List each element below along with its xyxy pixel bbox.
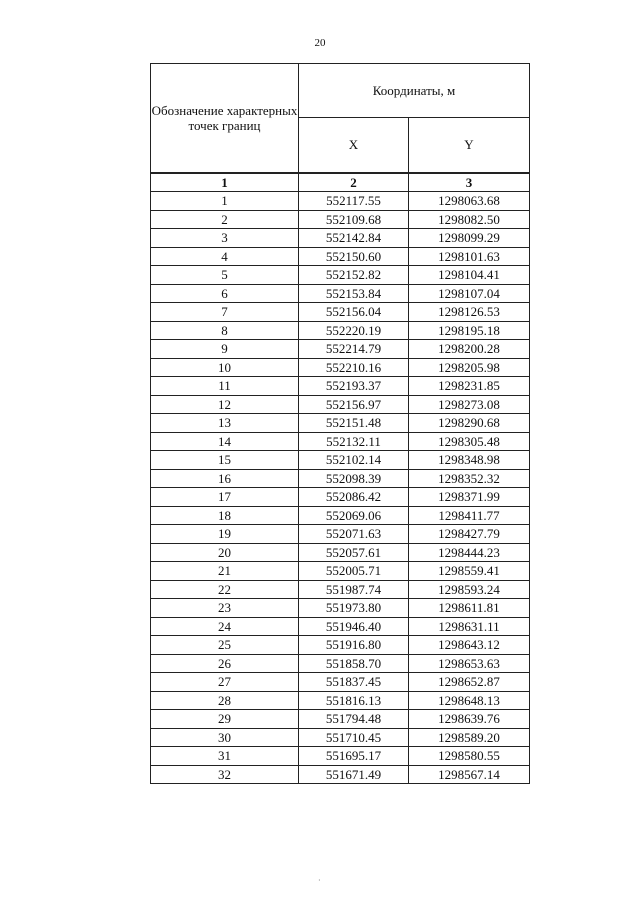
x-coordinate-cell: 552117.55 [299,192,409,211]
y-coordinate-cell: 1298107.04 [409,284,530,303]
point-number-cell: 15 [151,451,299,470]
y-coordinate-cell: 1298631.11 [409,617,530,636]
table-row [151,599,530,618]
point-number-cell: 6 [151,284,299,303]
table-row [151,303,530,322]
y-coordinate-cell: 1298593.24 [409,580,530,599]
y-coordinate-cell: 1298652.87 [409,673,530,692]
y-coordinate-cell: 1298305.48 [409,432,530,451]
y-coordinate-cell: 1298444.23 [409,543,530,562]
point-number-cell: 30 [151,728,299,747]
table-row [151,395,530,414]
table-row [151,636,530,655]
x-coordinate-cell: 552210.16 [299,358,409,377]
x-coordinate-cell: 551695.17 [299,747,409,766]
y-coordinate-cell: 1298290.68 [409,414,530,433]
x-coordinate-cell: 552132.11 [299,432,409,451]
point-number-cell: 23 [151,599,299,618]
point-number-cell: 11 [151,377,299,396]
y-coordinate-cell: 1298411.77 [409,506,530,525]
column-number: 3 [409,173,530,192]
x-coordinate-cell: 551973.80 [299,599,409,618]
y-coordinate-cell: 1298099.29 [409,229,530,248]
point-number-cell: 17 [151,488,299,507]
table-row [151,414,530,433]
table-row [151,562,530,581]
point-number-cell: 1 [151,192,299,211]
point-number-cell: 20 [151,543,299,562]
y-coordinate-cell: 1298648.13 [409,691,530,710]
column-number-row [151,173,530,192]
y-coordinate-cell: 1298231.85 [409,377,530,396]
x-coordinate-cell: 552156.97 [299,395,409,414]
x-coordinate-cell: 551946.40 [299,617,409,636]
table-row [151,284,530,303]
table-row [151,673,530,692]
column-number: 1 [151,173,299,192]
y-coordinate-cell: 1298567.14 [409,765,530,784]
table-body [151,173,530,784]
scan-speck: · [318,876,321,885]
x-coordinate-cell: 551710.45 [299,728,409,747]
y-coordinate-cell: 1298580.55 [409,747,530,766]
x-coordinate-cell: 552102.14 [299,451,409,470]
coordinates-table [150,63,530,784]
table-row [151,765,530,784]
x-coordinate-cell: 552069.06 [299,506,409,525]
column-number: 2 [299,173,409,192]
table-row [151,321,530,340]
table-row [151,229,530,248]
x-coordinate-cell: 552152.82 [299,266,409,285]
x-coordinate-cell: 552071.63 [299,525,409,544]
page-number: 20 [314,37,326,49]
point-number-cell: 18 [151,506,299,525]
table-row [151,488,530,507]
header-y: Y [409,117,530,173]
y-coordinate-cell: 1298559.41 [409,562,530,581]
point-number-cell: 26 [151,654,299,673]
table-row [151,358,530,377]
point-number-cell: 27 [151,673,299,692]
point-number-cell: 2 [151,210,299,229]
table-row [151,543,530,562]
point-number-cell: 32 [151,765,299,784]
y-coordinate-cell: 1298273.08 [409,395,530,414]
x-coordinate-cell: 552086.42 [299,488,409,507]
y-coordinate-cell: 1298063.68 [409,192,530,211]
table-row [151,266,530,285]
x-coordinate-cell: 552142.84 [299,229,409,248]
point-number-cell: 13 [151,414,299,433]
x-coordinate-cell: 552057.61 [299,543,409,562]
y-coordinate-cell: 1298200.28 [409,340,530,359]
x-coordinate-cell: 552151.48 [299,414,409,433]
point-number-cell: 16 [151,469,299,488]
x-coordinate-cell: 552220.19 [299,321,409,340]
point-number-cell: 4 [151,247,299,266]
y-coordinate-cell: 1298195.18 [409,321,530,340]
y-coordinate-cell: 1298126.53 [409,303,530,322]
point-number-cell: 29 [151,710,299,729]
point-number-cell: 25 [151,636,299,655]
x-coordinate-cell: 552153.84 [299,284,409,303]
y-coordinate-cell: 1298653.63 [409,654,530,673]
point-number-cell: 7 [151,303,299,322]
point-number-cell: 10 [151,358,299,377]
header-coordinates: Координаты, м [299,64,530,118]
table-row [151,654,530,673]
point-number-cell: 21 [151,562,299,581]
point-number-cell: 19 [151,525,299,544]
y-coordinate-cell: 1298639.76 [409,710,530,729]
header-x: X [299,117,409,173]
table-row [151,617,530,636]
x-coordinate-cell: 551916.80 [299,636,409,655]
point-number-cell: 24 [151,617,299,636]
x-coordinate-cell: 552098.39 [299,469,409,488]
y-coordinate-cell: 1298643.12 [409,636,530,655]
x-coordinate-cell: 551816.13 [299,691,409,710]
y-coordinate-cell: 1298589.20 [409,728,530,747]
x-coordinate-cell: 552156.04 [299,303,409,322]
y-coordinate-cell: 1298104.41 [409,266,530,285]
point-number-cell: 5 [151,266,299,285]
y-coordinate-cell: 1298611.81 [409,599,530,618]
point-number-cell: 14 [151,432,299,451]
table-row [151,432,530,451]
header-point-designation: Обозначение характерных точек границ [151,64,299,174]
x-coordinate-cell: 551987.74 [299,580,409,599]
point-number-cell: 12 [151,395,299,414]
y-coordinate-cell: 1298427.79 [409,525,530,544]
x-coordinate-cell: 551671.49 [299,765,409,784]
point-number-cell: 28 [151,691,299,710]
table-row [151,728,530,747]
table-row [151,469,530,488]
x-coordinate-cell: 552214.79 [299,340,409,359]
table-row [151,580,530,599]
table-row [151,525,530,544]
x-coordinate-cell: 551837.45 [299,673,409,692]
y-coordinate-cell: 1298101.63 [409,247,530,266]
x-coordinate-cell: 552193.37 [299,377,409,396]
point-number-cell: 9 [151,340,299,359]
point-number-cell: 31 [151,747,299,766]
table-row [151,340,530,359]
table-row [151,210,530,229]
y-coordinate-cell: 1298082.50 [409,210,530,229]
y-coordinate-cell: 1298348.98 [409,451,530,470]
y-coordinate-cell: 1298352.32 [409,469,530,488]
x-coordinate-cell: 552109.68 [299,210,409,229]
y-coordinate-cell: 1298205.98 [409,358,530,377]
point-number-cell: 8 [151,321,299,340]
table-row [151,451,530,470]
table-row [151,691,530,710]
table-row [151,710,530,729]
point-number-cell: 22 [151,580,299,599]
table-row [151,747,530,766]
x-coordinate-cell: 551794.48 [299,710,409,729]
point-number-cell: 3 [151,229,299,248]
x-coordinate-cell: 552150.60 [299,247,409,266]
table-row [151,247,530,266]
x-coordinate-cell: 552005.71 [299,562,409,581]
x-coordinate-cell: 551858.70 [299,654,409,673]
table-row [151,192,530,211]
y-coordinate-cell: 1298371.99 [409,488,530,507]
table-row [151,377,530,396]
table-row [151,506,530,525]
